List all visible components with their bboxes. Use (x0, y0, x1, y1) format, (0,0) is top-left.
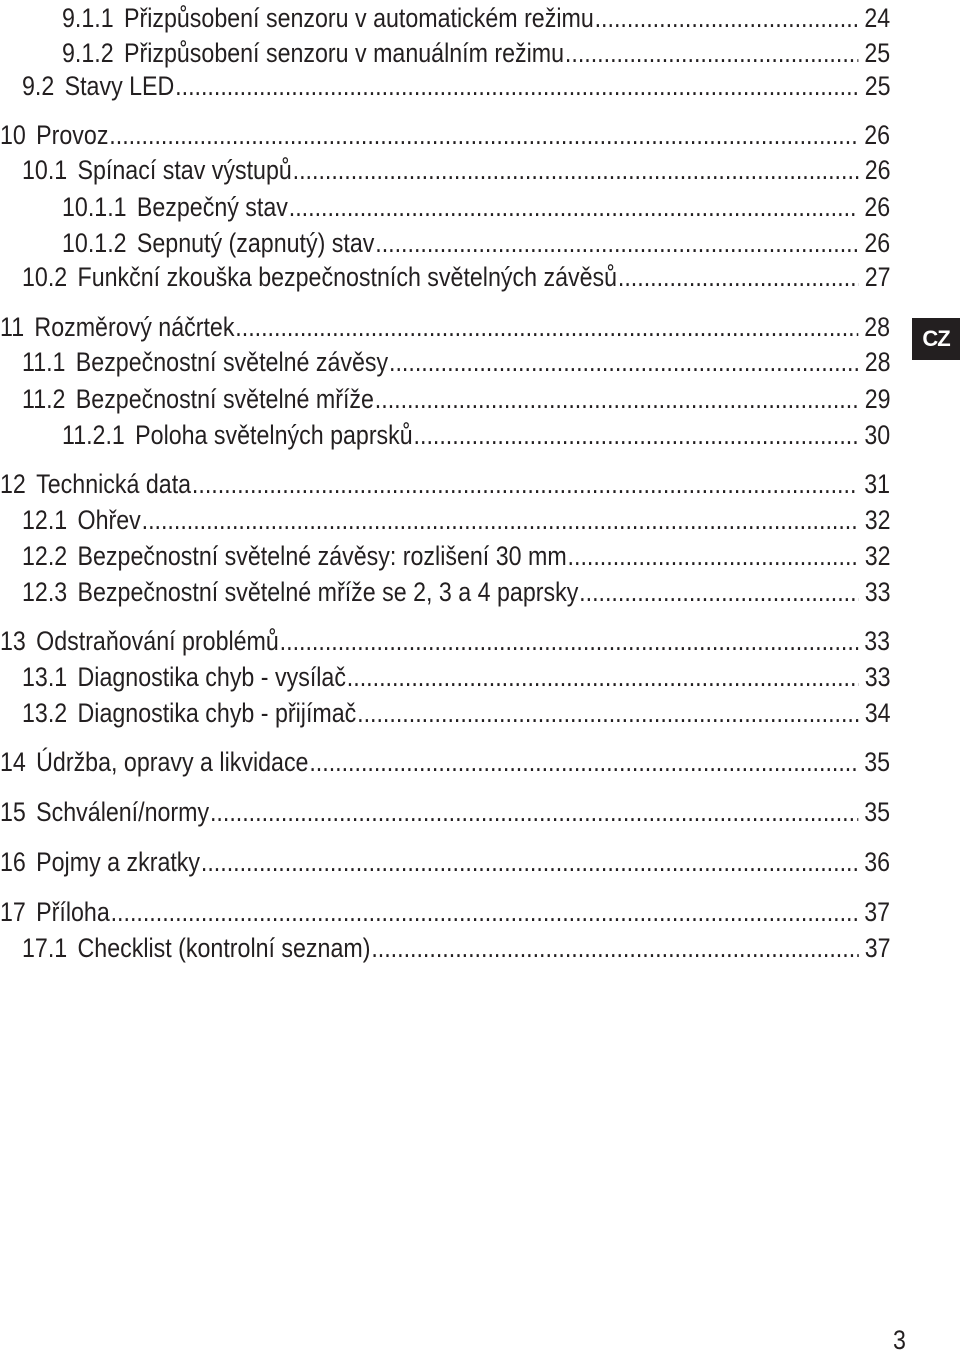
toc-entry-page: 37 (864, 897, 891, 927)
toc-leader-dots (111, 894, 859, 930)
toc-entry[interactable] (0, 466, 890, 502)
toc-entry-page: 35 (864, 797, 891, 827)
toc-entry-page: 26 (864, 192, 891, 222)
toc-entry[interactable] (0, 744, 890, 780)
toc-leader-dots (375, 225, 858, 261)
toc-leader-dots (289, 189, 859, 225)
toc-entry-page: 32 (864, 505, 891, 535)
toc-entry-number: 9.2 (22, 71, 55, 101)
toc-entry-number: 12.3 (22, 577, 68, 607)
toc-entry-page: 32 (864, 541, 891, 571)
toc-entry-number: 11.2.1 (62, 420, 125, 450)
toc-entry-page: 34 (864, 698, 891, 728)
toc-entry-number: 11.1 (22, 347, 66, 377)
toc-entry-page: 33 (864, 577, 891, 607)
toc-entry-title: Technická data (36, 469, 192, 499)
toc-entry[interactable] (62, 417, 890, 453)
toc-entry[interactable] (0, 844, 890, 880)
toc-entry-number: 10.1 (22, 155, 68, 185)
toc-entry[interactable] (62, 35, 890, 71)
toc-entry-page: 37 (864, 933, 891, 963)
toc-entry-number: 17.1 (22, 933, 68, 963)
toc-entry[interactable] (22, 574, 891, 610)
toc-entry-page: 29 (864, 384, 891, 414)
toc-entry[interactable] (22, 538, 891, 574)
toc-leader-dots (210, 794, 858, 830)
toc-leader-dots (309, 744, 858, 780)
toc-entry-page: 31 (864, 469, 891, 499)
toc-entry-page: 25 (864, 71, 891, 101)
toc-entry-title: Poloha světelných paprsků (135, 420, 413, 450)
toc-entry-title: Údržba, opravy a likvidace (36, 747, 309, 777)
toc-leader-dots (389, 344, 859, 380)
toc-entry[interactable] (0, 894, 890, 930)
toc-entry-number: 10.1.1 (62, 192, 127, 222)
toc-leader-dots (142, 502, 859, 538)
toc-entry-number: 13 (0, 626, 26, 656)
toc-leader-dots (175, 68, 859, 104)
toc-entry[interactable] (0, 309, 890, 345)
toc-entry-title: Bezpečnostní světelné závěsy: rozlišení 30 mm (77, 541, 567, 571)
toc-entry-number: 12.2 (22, 541, 68, 571)
toc-entry[interactable] (22, 659, 891, 695)
toc-entry-number: 13.1 (22, 662, 68, 692)
toc-leader-dots (293, 152, 859, 188)
toc-leader-dots (357, 695, 859, 731)
toc-entry-title: Bezpečnostní světelné závěsy (75, 347, 389, 377)
toc-leader-dots (347, 659, 859, 695)
toc-entry-number: 9.1.2 (62, 38, 114, 68)
toc-entry-page: 28 (864, 347, 891, 377)
toc-entry-page: 35 (864, 747, 891, 777)
toc-entry-page: 27 (864, 262, 891, 292)
toc-entry-title: Rozměrový náčrtek (34, 312, 235, 342)
toc-entry-page: 25 (864, 38, 891, 68)
toc-leader-dots (192, 466, 858, 502)
toc-entry[interactable] (22, 68, 891, 104)
toc-entry-page: 36 (864, 847, 891, 877)
toc-entry-number: 10.2 (22, 262, 68, 292)
toc-entry[interactable] (22, 695, 891, 731)
toc-entry[interactable] (22, 152, 891, 188)
toc-entry-title: Příloha (36, 897, 110, 927)
toc-entry-title: Pojmy a zkratky (36, 847, 201, 877)
toc-entry[interactable] (22, 344, 891, 380)
toc-entry-title: Sepnutý (zapnutý) stav (136, 228, 375, 258)
toc-entry-page: 24 (864, 3, 891, 33)
toc-entry-number: 12.1 (22, 505, 68, 535)
toc-entry-title: Diagnostika chyb - vysílač (77, 662, 346, 692)
toc-entry-title: Schválení/normy (36, 797, 210, 827)
toc-entry[interactable] (22, 930, 891, 966)
toc-entry-number: 9.1.1 (62, 3, 114, 33)
toc-entry[interactable] (22, 381, 891, 417)
toc-entry-number: 10.1.2 (62, 228, 127, 258)
toc-entry[interactable] (0, 623, 890, 659)
toc-leader-dots (595, 0, 859, 36)
toc-entry[interactable] (62, 0, 890, 36)
toc-entry[interactable] (62, 189, 890, 225)
toc-entry-page: 26 (864, 120, 891, 150)
toc-entry-title: Provoz (36, 120, 109, 150)
toc-leader-dots (375, 381, 859, 417)
toc-entry[interactable] (22, 502, 891, 538)
toc-leader-dots (109, 117, 858, 153)
toc-entry-page: 26 (864, 155, 891, 185)
toc-leader-dots (618, 259, 859, 295)
toc-entry-title: Odstraňování problémů (36, 626, 279, 656)
toc-entry-number: 15 (0, 797, 26, 827)
toc-entry-number: 17 (0, 897, 26, 927)
toc-entry-title: Přizpůsobení senzoru v automatickém režimu (123, 3, 594, 33)
toc-entry-title: Checklist (kontrolní seznam) (77, 933, 371, 963)
language-tab: CZ (912, 318, 960, 360)
toc-entry-page: 30 (864, 420, 891, 450)
toc-entry-title: Spínací stav výstupů (77, 155, 292, 185)
toc-leader-dots (201, 844, 858, 880)
page-number: 3 (893, 1325, 906, 1355)
toc-entry-page: 33 (864, 626, 891, 656)
toc-entry-title: Bezpečnostní světelné mříže se 2, 3 a 4 paprsky (77, 577, 579, 607)
toc-entry-title: Stavy LED (64, 71, 175, 101)
toc-entry-number: 10 (0, 120, 26, 150)
toc-entry-number: 13.2 (22, 698, 68, 728)
toc-entry[interactable] (0, 794, 890, 830)
toc-leader-dots (235, 309, 858, 345)
toc-entry-title: Bezpečnostní světelné mříže (75, 384, 374, 414)
toc-entry-title: Ohřev (77, 505, 141, 535)
toc-entry-title: Bezpečný stav (136, 192, 288, 222)
toc-entry-page: 28 (864, 312, 891, 342)
toc-entry[interactable] (22, 259, 891, 295)
toc-entry-page: 26 (864, 228, 891, 258)
toc-leader-dots (568, 538, 859, 574)
toc-entry-title: Přizpůsobení senzoru v manuálním režimu (123, 38, 565, 68)
toc-entry-number: 11.2 (22, 384, 66, 414)
toc-leader-dots (280, 623, 859, 659)
toc-leader-dots (371, 930, 858, 966)
toc-leader-dots (579, 574, 859, 610)
toc-entry-title: Funkční zkouška bezpečnostních světelných závěsů (77, 262, 618, 292)
toc-entry-number: 11 (0, 312, 25, 342)
toc-entry-number: 16 (0, 847, 26, 877)
toc-entry-number: 14 (0, 747, 26, 777)
toc-entry-title: Diagnostika chyb - přijímač (77, 698, 357, 728)
toc-entry-number: 12 (0, 469, 26, 499)
toc-entry-page: 33 (864, 662, 891, 692)
toc-leader-dots (565, 35, 858, 71)
toc-entry[interactable] (0, 117, 890, 153)
toc-entry[interactable] (62, 225, 890, 261)
toc-leader-dots (414, 417, 859, 453)
